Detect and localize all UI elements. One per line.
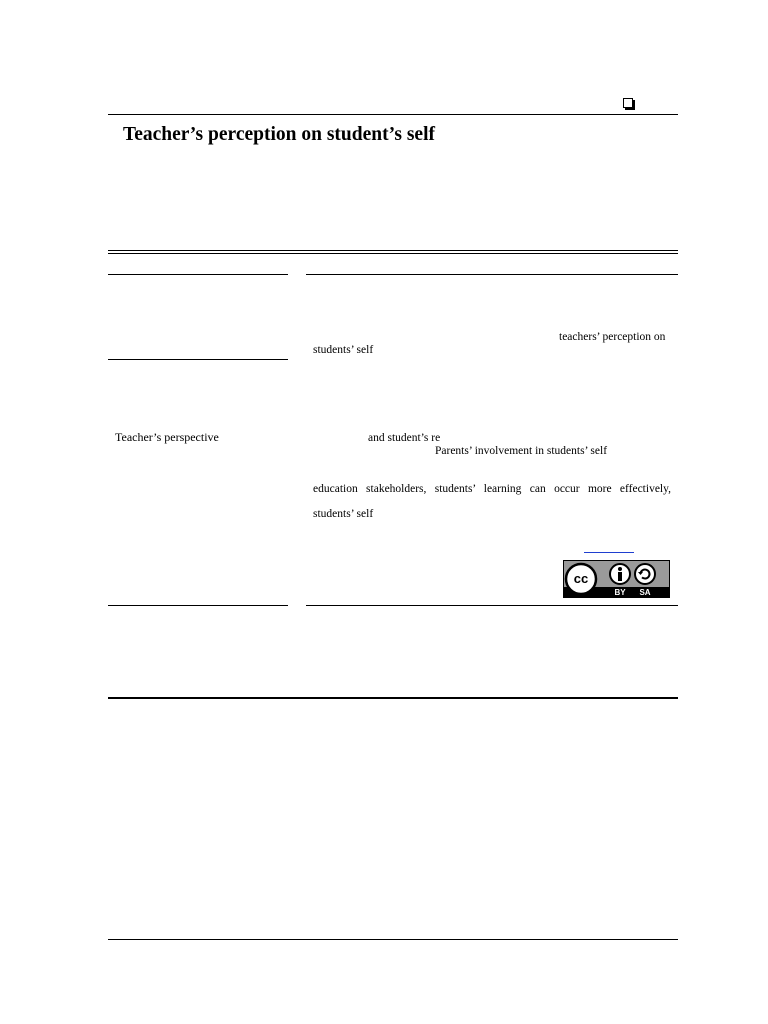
abstract-top-rule [306,274,678,275]
keyword-text: Teacher’s perspective [115,430,219,444]
footer-rule [108,939,678,940]
article-title: Teacher’s perception on student’s self [123,124,435,145]
abstract-line-1: teachers’ perception on [559,331,666,343]
sidebar-mid-rule [108,359,288,360]
cc-badge-graphic [564,561,669,597]
header-rule [108,114,678,115]
sidebar-top-rule [108,274,288,275]
sa-label: SA [639,588,651,597]
section-rule [108,697,678,699]
abstract-line-2: students’ self [313,344,374,356]
by-label: BY [614,588,626,597]
sidebar-bottom-rule [108,605,288,606]
doi-link[interactable] [584,552,634,553]
abstract-bottom-rule [306,605,678,606]
square-bullet-icon [623,98,633,108]
abstract-line-3: and student’s re [368,432,441,444]
cc-by-sa-license-icon[interactable] [563,560,670,598]
title-rule-top [108,250,678,251]
title-rule-bottom [108,253,678,254]
abstract-line-4: Parents’ involvement in students’ self [435,445,608,457]
abstract-line-6: students’ self [313,508,374,520]
cc-text: cc [573,571,589,586]
share-alike-icon [635,564,655,584]
abstract-line-5: education stakeholders, students’ learning can occur more effectively, [313,483,671,495]
